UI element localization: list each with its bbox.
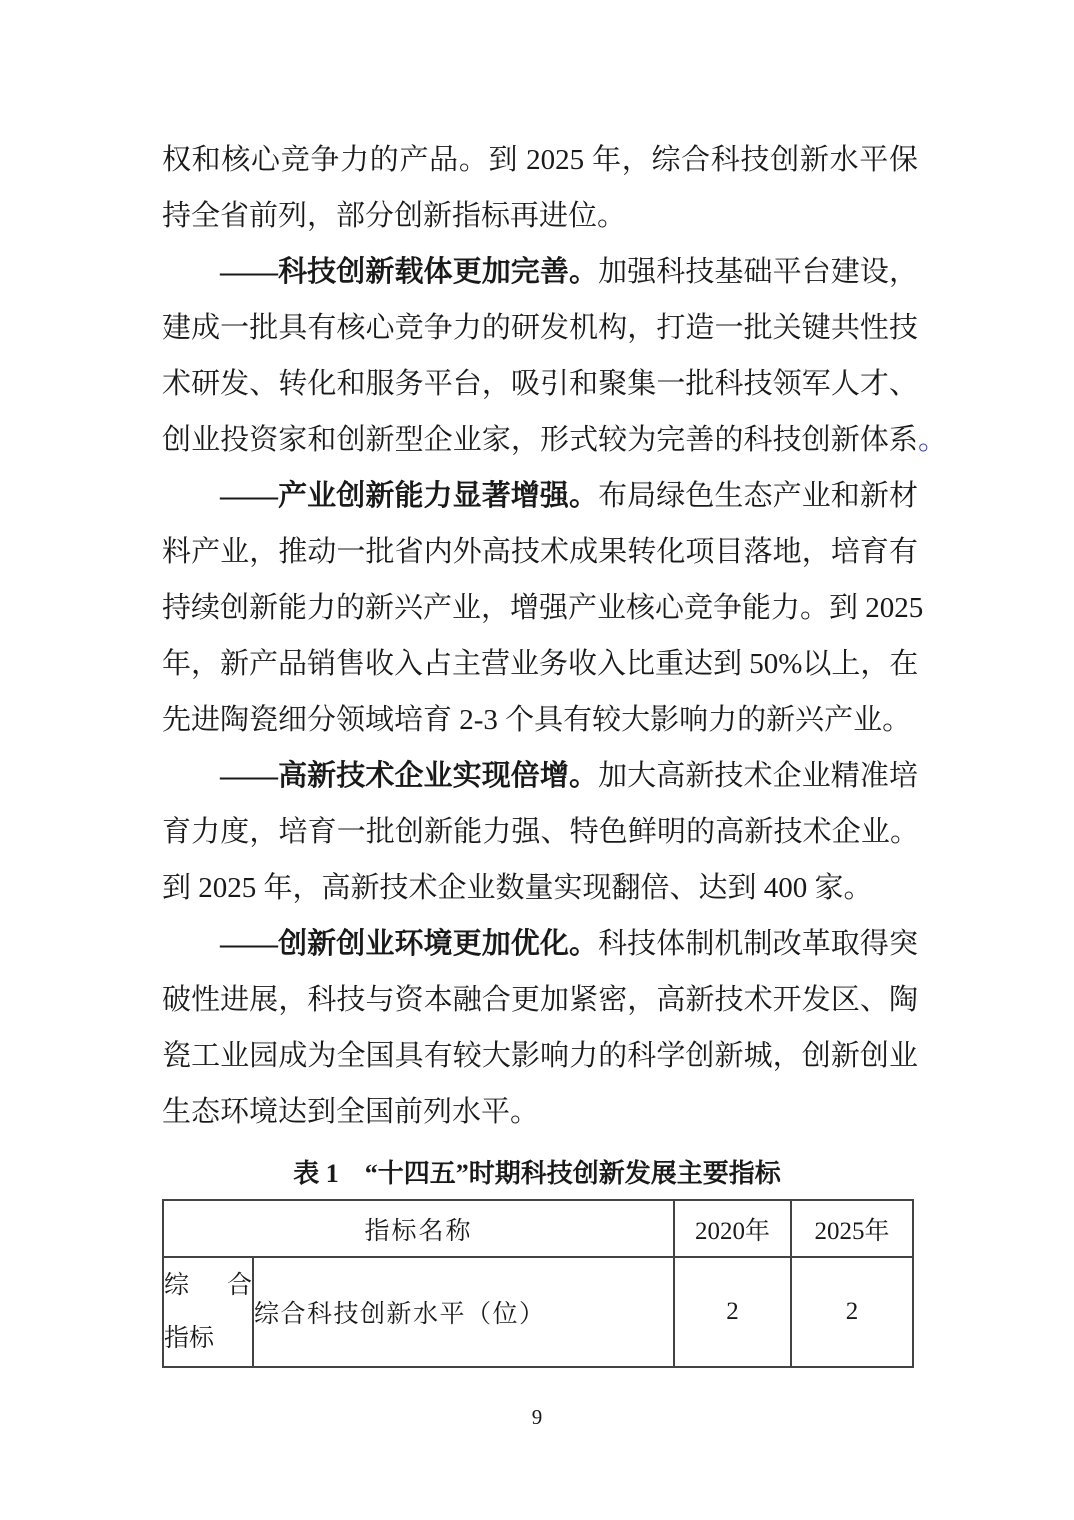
paragraph-lead: ——高新技术企业实现倍增。	[220, 760, 599, 792]
paragraph-lead: ——创新创业环境更加优化。	[220, 928, 599, 960]
row-value-2025: 2	[791, 1257, 913, 1367]
line-text: 生态环境达到全国前列水平。	[162, 1096, 540, 1128]
text-line	[162, 468, 918, 524]
line-text: 加强科技基础平台建设，	[598, 256, 918, 288]
column-header-2025: 2025年	[791, 1200, 913, 1257]
line-text: 建成一批具有核心竞争力的研发机构，打造一批关键共性技	[162, 312, 918, 344]
row-value-2020: 2	[674, 1257, 791, 1367]
line-text: 加大高新技术企业精准培	[598, 760, 918, 792]
text-line	[162, 1028, 918, 1084]
line-text: 持全省前列，部分创新指标再进位。	[162, 200, 627, 232]
text-line	[162, 132, 918, 188]
line-text: 育力度，培育一批创新能力强、特色鲜明的高新技术企业。	[162, 816, 918, 848]
text-line	[162, 804, 918, 860]
text-line	[162, 636, 918, 692]
line-text: 术研发、转化和服务平台，吸引和聚集一批科技领军人才、	[162, 368, 918, 400]
text-line	[162, 356, 918, 412]
text-line	[162, 188, 918, 244]
text-line	[162, 524, 918, 580]
line-text: 持续创新能力的新兴产业，增强产业核心竞争能力。到 2025	[162, 592, 924, 624]
paragraph-lead: ——产业创新能力显著增强。	[220, 480, 599, 512]
table-header-row	[163, 1200, 913, 1257]
table-row	[163, 1257, 913, 1367]
text-line	[162, 1084, 918, 1140]
line-text: 料产业，推动一批省内外高技术成果转化项目落地，培育有	[162, 536, 918, 568]
paragraph-lead: ——科技创新载体更加完善。	[220, 256, 599, 288]
line-text: 科技体制机制改革取得突	[598, 928, 918, 960]
text-line	[162, 916, 918, 972]
line-text: 年，新产品销售收入占主营业务收入比重达到 50%以上，在	[162, 648, 919, 680]
text-line	[162, 244, 918, 300]
text-line	[162, 860, 918, 916]
row-group-cell	[163, 1257, 253, 1367]
text-line: 创业投资家和创新型企业家，形式较为完善的科技创新体系。	[162, 424, 948, 456]
text-line	[162, 300, 918, 356]
line-text: 布局绿色生态产业和新材	[598, 480, 918, 512]
line-text: 权和核心竞争力的产品。到 2025 年，综合科技创新水平保	[162, 144, 918, 176]
text-line	[162, 748, 918, 804]
column-header-indicator-name: 指标名称	[163, 1200, 674, 1257]
row-indicator-name: 综合科技创新水平（位）	[253, 1257, 674, 1367]
indicators-table	[162, 1199, 914, 1368]
line-text: 到 2025 年，高新技术企业数量实现翻倍、达到 400 家。	[162, 872, 873, 904]
line-text: 破性进展，科技与资本融合更加紧密，高新技术开发区、陶	[162, 984, 918, 1016]
table-caption: 表 1 “十四五”时期科技创新发展主要指标	[293, 1159, 781, 1188]
text-line	[162, 972, 918, 1028]
page-number: 9	[531, 1405, 543, 1429]
document-body	[162, 132, 948, 1140]
text-line	[162, 692, 918, 748]
line-text: 瓷工业园成为全国具有较大影响力的科学创新城，创新创业	[162, 1040, 918, 1072]
group-label-line2: 指标	[164, 1325, 215, 1352]
column-header-2020: 2020年	[674, 1200, 791, 1257]
text-line	[162, 580, 924, 636]
line-text: 创业投资家和创新型企业家，形式较为完善的科技创新体系	[162, 424, 918, 456]
group-label-line1: 综合	[164, 1272, 252, 1299]
line-text: 先进陶瓷细分领域培育 2-3 个具有较大影响力的新兴产业。	[162, 704, 912, 736]
